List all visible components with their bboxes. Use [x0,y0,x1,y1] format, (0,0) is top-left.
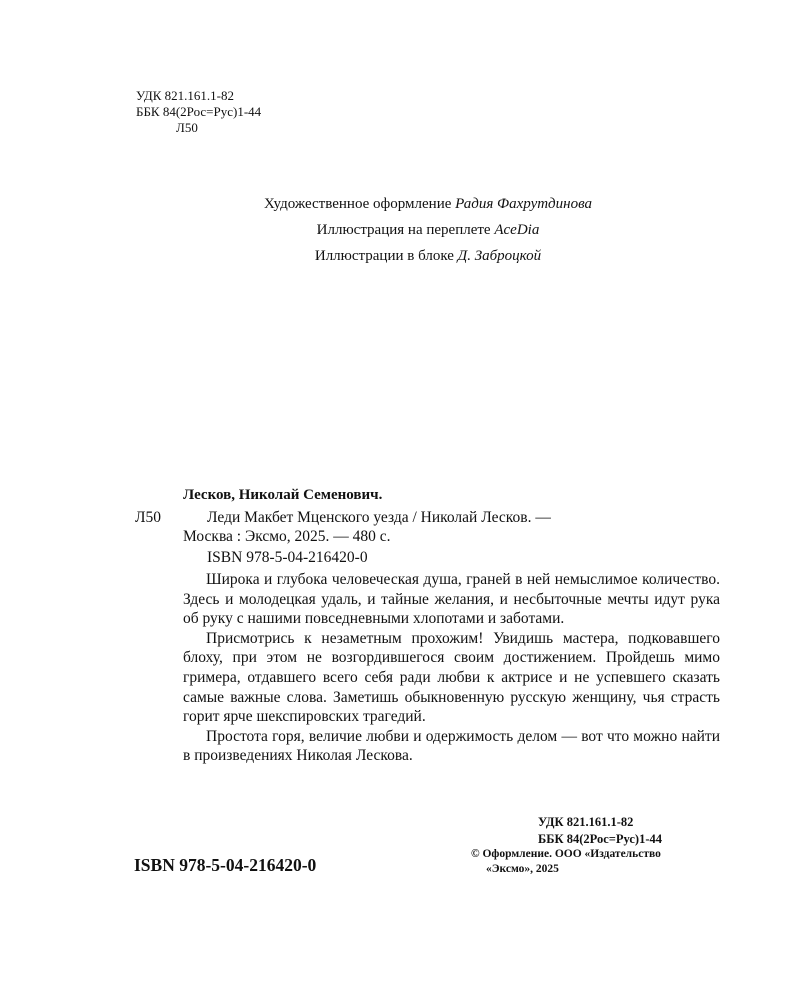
inner-credit: Иллюстрации в блоке Д. Заброцкой [314,248,542,264]
footer-isbn: ISBN 978-5-04-216420-0 [134,855,317,875]
bbk-top: ББК 84(2Рос=Рус)1-44 [136,104,262,119]
designer-name: Радия Фахрутдинова [455,196,592,212]
udk-top: УДК 821.161.1-82 [136,88,235,103]
annotation [183,570,720,766]
inner-artist-name: Д. Заброцкой [457,248,542,264]
author-code-top: Л50 [176,120,198,135]
card-title-line1: Леди Макбет Мценского уезда / Николай Лесков. — [207,509,551,526]
design-credit: Художественное оформление Радия Фахрутдинова [264,196,592,212]
bbk-card: ББК 84(2Рос=Рус)1-44 [538,832,662,846]
card-title-line2: Москва : Эксмо, 2025. — 480 с. [183,528,391,545]
copyright-line1: © Оформление. ООО «Издательство [471,848,661,860]
annotation-paragraph: Присмотрись к незаметным прохожим! Увидишь мастера, подковавшего блоху, при этом не возгордившегося своим достижением. Пройдешь мимо гримера, отдавшего всего себя ради любви к актрисе и не успевшего сказать самые важные слова. Заметишь обыкновенную русскую женщину, чья страсть горит ярче шекспировских трагедий. [183,629,720,726]
copyright-line2: «Эксмо», 2025 [486,863,559,875]
card-isbn: ISBN 978-5-04-216420-0 [207,549,368,566]
card-code: Л50 [135,509,162,526]
cover-artist-name: AceDia [494,222,540,238]
annotation-paragraph: Широка и глубока человеческая душа, граней в ней немыслимое количество. Здесь и молодецкая удаль, и тайные желания, и несбыточные мечты идут рука об руку с нашими повседневными хлопотами и заботами. [183,571,720,628]
udk-card: УДК 821.161.1-82 [538,815,634,829]
credits-block [0,191,800,269]
cover-credit: Иллюстрация на переплете AceDia [316,222,540,238]
annotation-paragraph: Простота горя, величие любви и одержимость делом — вот что можно найти в произведениях Николая Лескова. [183,727,720,765]
card-author: Лесков, Николай Семенович. [183,487,383,503]
